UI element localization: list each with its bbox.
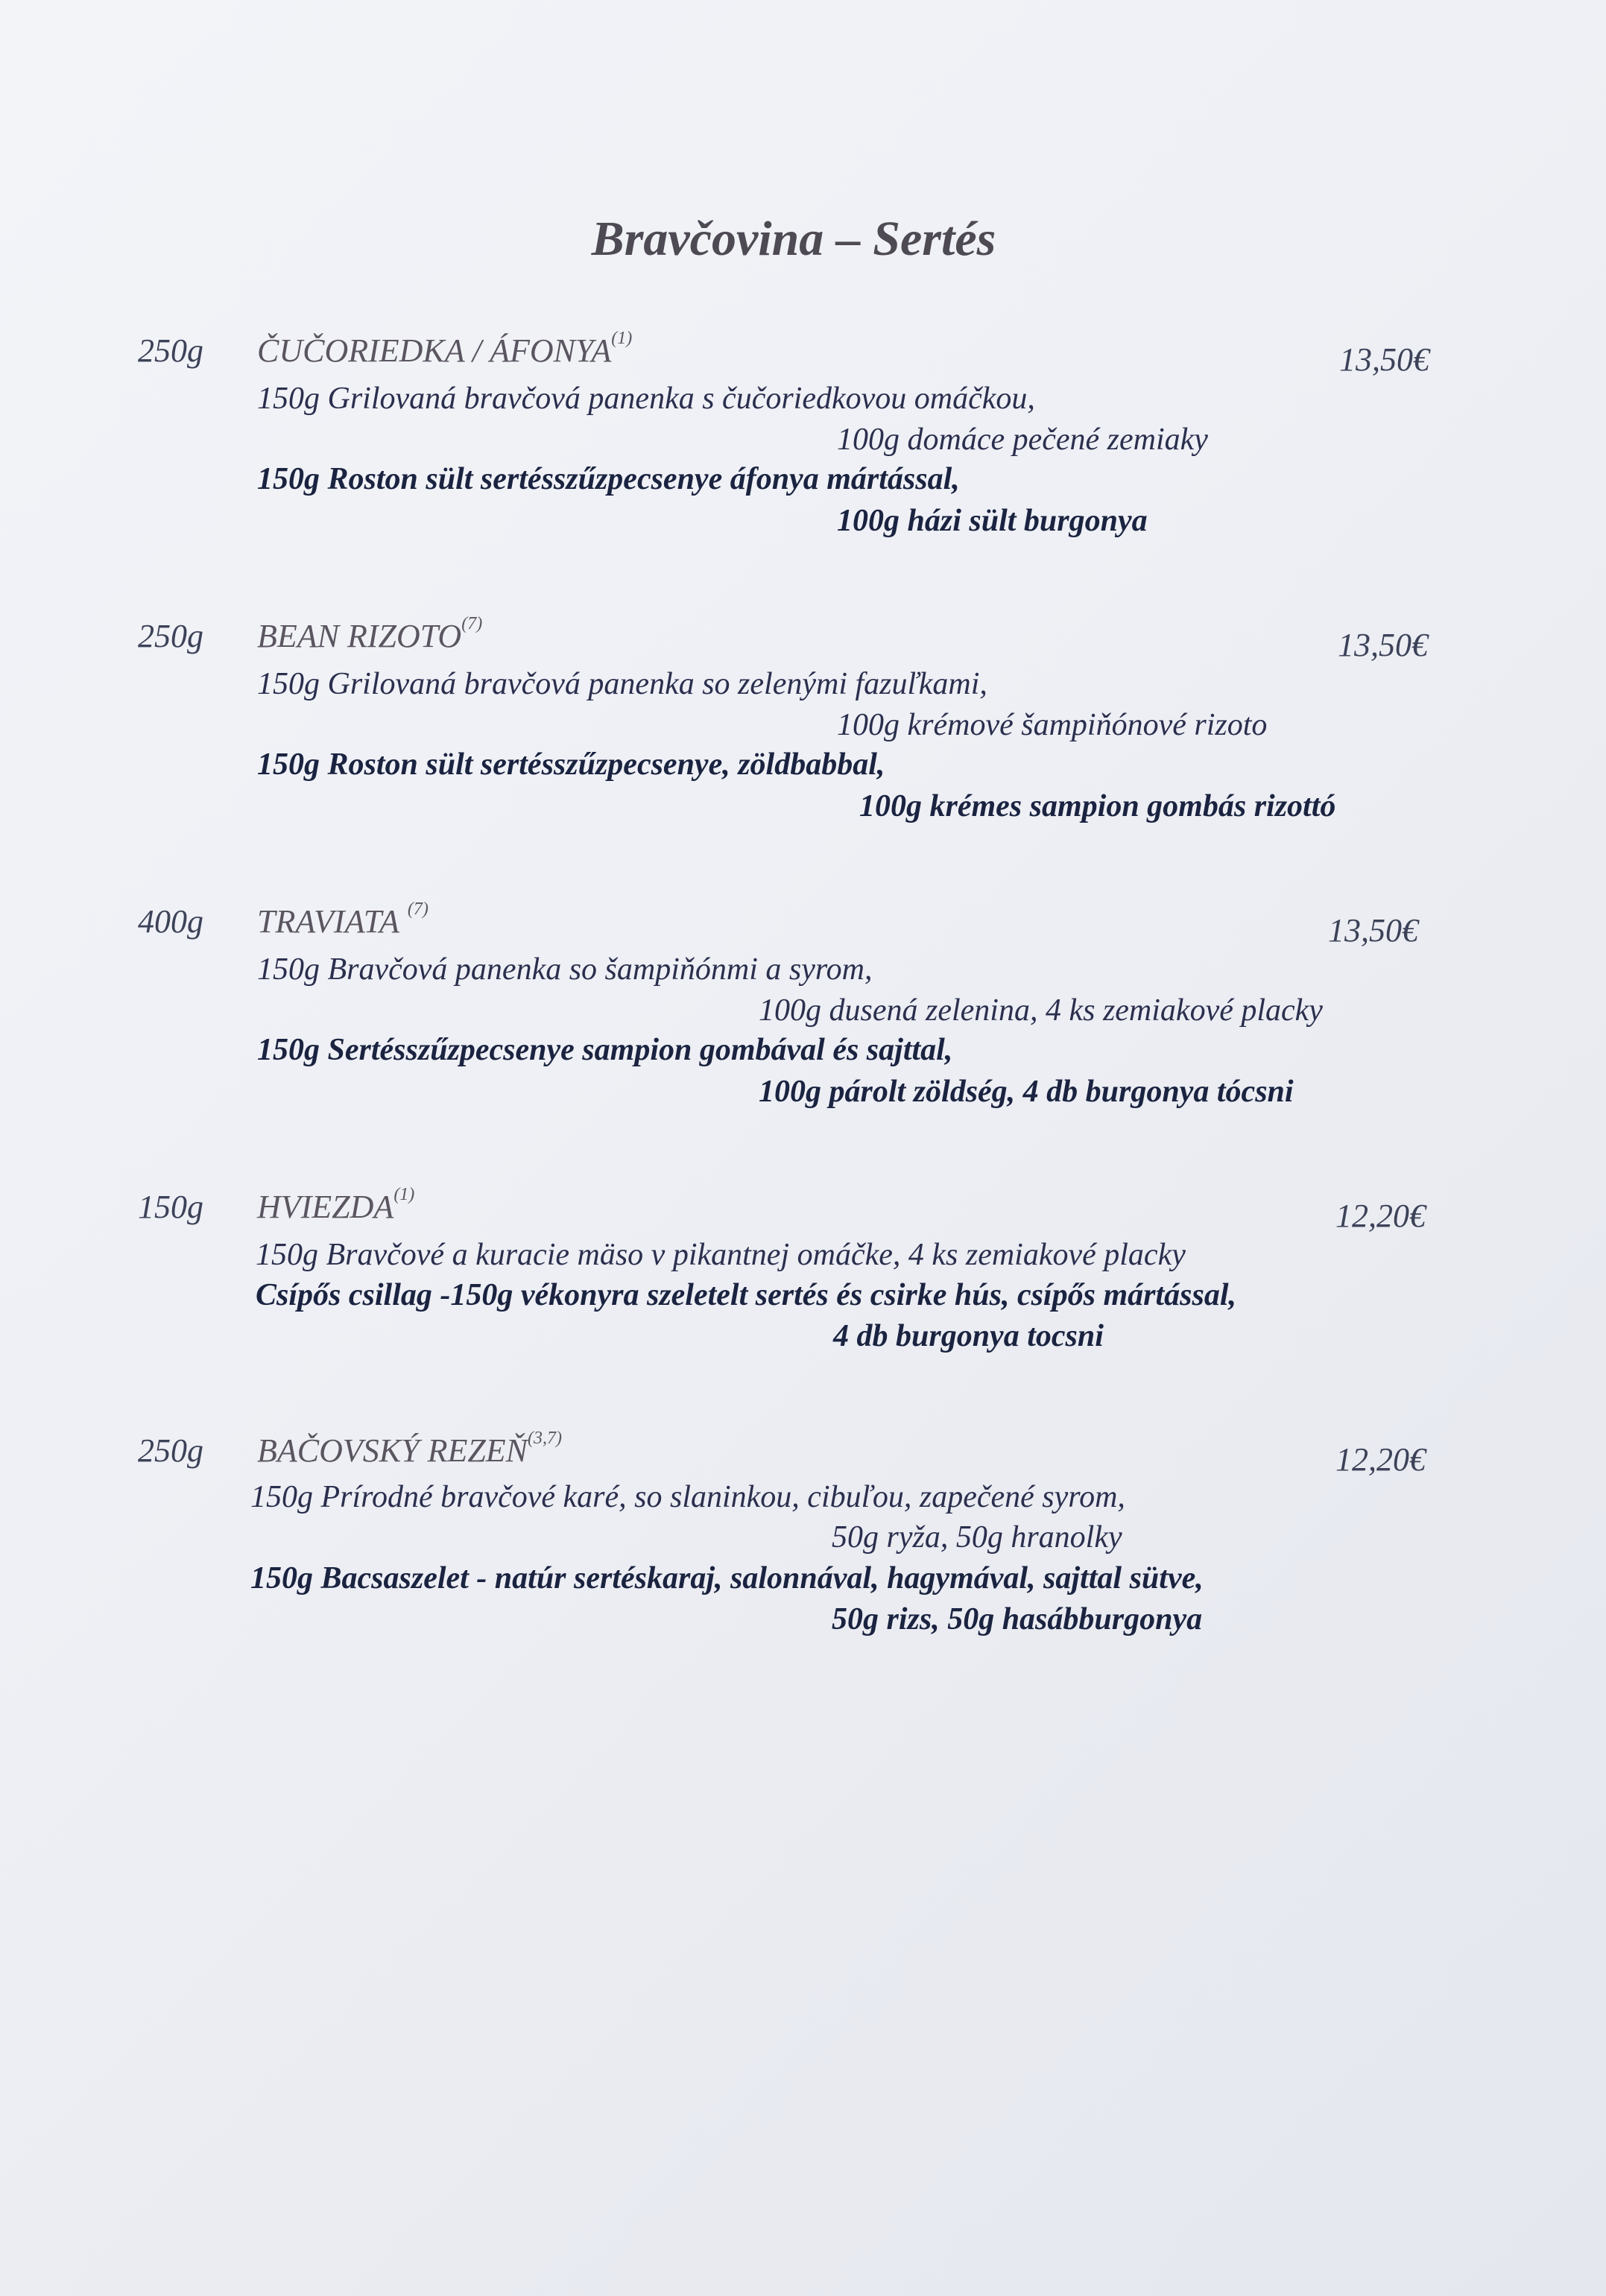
- item-name-text: BAČOVSKÝ REZEŇ: [257, 1432, 528, 1469]
- item-description-sk-line2: 100g dusená zelenina, 4 ks zemiakové placky: [759, 993, 1323, 1028]
- item-name-text: HVIEZDA: [257, 1189, 394, 1225]
- item-description-sk-line1: 150g Bravčová panenka so šampiňónmi a syrom,: [257, 952, 873, 987]
- item-price: 13,50€: [1339, 341, 1429, 378]
- item-description-hu-line2: 100g párolt zöldség, 4 db burgonya tócsni: [759, 1075, 1294, 1109]
- item-weight: 250g: [138, 332, 203, 369]
- item-description-hu-line2: 50g rizs, 50g hasábburgonya: [832, 1602, 1203, 1636]
- item-name-text: BEAN RIZOTO: [257, 618, 462, 654]
- page-title: Bravčovina – Sertés: [591, 212, 996, 266]
- item-price: 12,20€: [1335, 1441, 1426, 1478]
- item-name: [257, 1429, 563, 1470]
- item-name: [257, 899, 429, 940]
- item-weight: 400g: [138, 903, 203, 940]
- item-allergens: (1): [611, 329, 633, 348]
- item-allergens: (1): [393, 1185, 415, 1204]
- item-price: 13,50€: [1338, 627, 1428, 663]
- item-description-hu-line1: 150g Sertésszűzpecsenye sampion gombával és sajttal,: [257, 1033, 953, 1067]
- item-allergens: (7): [407, 899, 429, 919]
- item-weight: 250g: [138, 1432, 203, 1469]
- item-weight: 150g: [138, 1189, 203, 1225]
- item-description-hu-line1: 150g Roston sült sertésszűzpecsenye, zöldbabbal,: [257, 747, 885, 782]
- item-description-sk-line1: 150g Prírodné bravčové karé, so slaninkou, cibuľou, zapečené syrom,: [250, 1480, 1125, 1514]
- item-name-text: TRAVIATA: [257, 903, 399, 940]
- item-description-sk-line2: 50g ryža, 50g hranolky: [832, 1520, 1122, 1555]
- item-description-sk-line1: 150g Bravčové a kuracie mäso v pikantnej omáčke, 4 ks zemiakové placky: [256, 1238, 1186, 1272]
- item-description-hu-line1: 150g Roston sült sertésszűzpecsenye áfonya mártással,: [257, 462, 960, 496]
- item-name: [257, 614, 483, 655]
- item-allergens: (3,7): [528, 1429, 563, 1448]
- item-description-sk-line2: 100g krémové šampiňónové rizoto: [837, 708, 1268, 742]
- item-description-hu-line2: 4 db burgonya tocsni: [833, 1319, 1104, 1353]
- item-description-hu-line2: 100g krémes sampion gombás rizottó: [859, 789, 1336, 823]
- item-description-hu-line2: 100g házi sült burgonya: [837, 504, 1148, 538]
- item-description-sk-line1: 150g Grilovaná bravčová panenka so zelenými fazuľkami,: [257, 667, 987, 701]
- item-name-text: ČUČORIEDKA / ÁFONYA: [257, 332, 612, 369]
- item-description-hu-line1: Csípős csillag -150g vékonyra szeletelt sertés és csirke hús, csípős mártással,: [256, 1278, 1236, 1312]
- item-allergens: (7): [461, 614, 483, 633]
- item-price: 13,50€: [1328, 912, 1418, 949]
- item-description-hu-line1: 150g Bacsaszelet - natúr sertéskaraj, salonnával, hagymával, sajttal sütve,: [250, 1561, 1204, 1596]
- item-description-sk-line1: 150g Grilovaná bravčová panenka s čučoriedkovou omáčkou,: [257, 382, 1035, 416]
- item-name: [257, 329, 633, 370]
- item-description-sk-line2: 100g domáce pečené zemiaky: [837, 423, 1208, 457]
- item-name: [257, 1185, 415, 1226]
- item-price: 12,20€: [1335, 1198, 1426, 1234]
- item-weight: 250g: [138, 618, 203, 654]
